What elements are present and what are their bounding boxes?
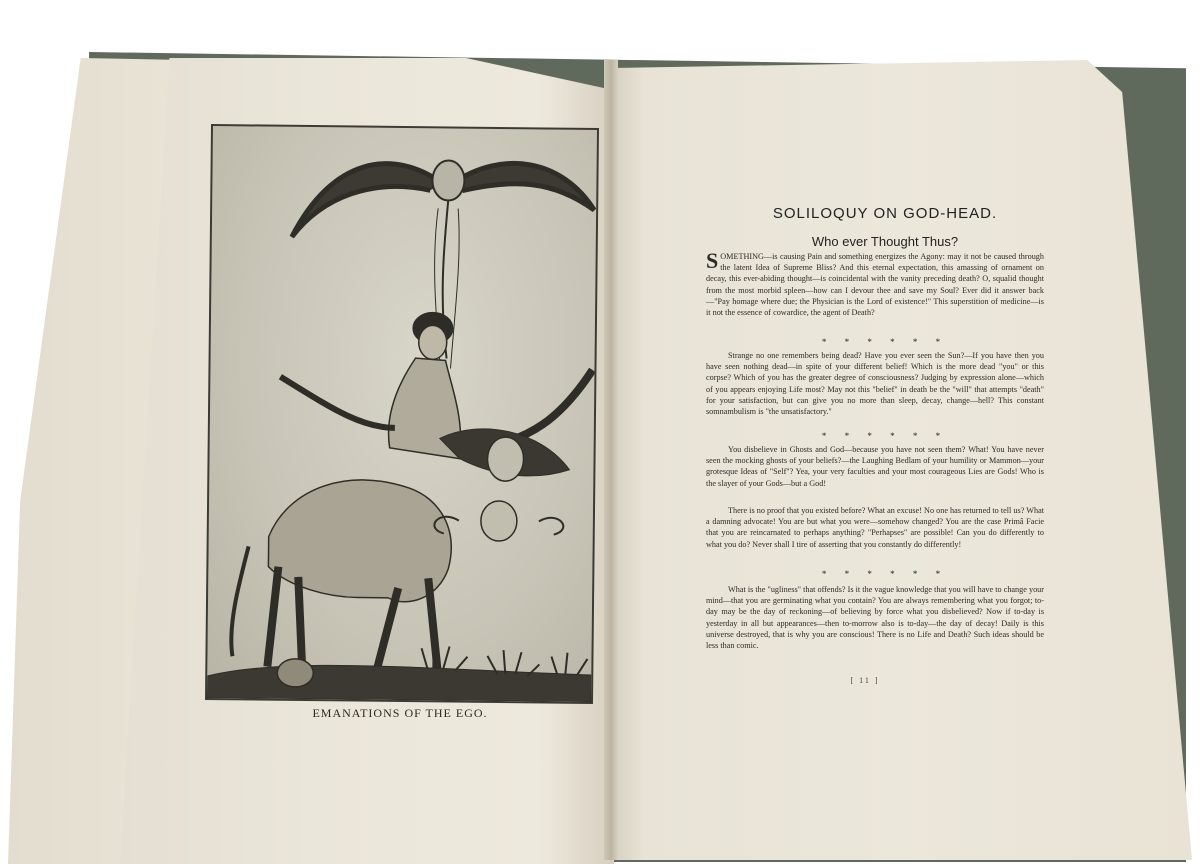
paragraph-2-text: Strange no one remembers being dead? Have you ever seen the Sun?—If you have then you have seen nothing dead—in spite of your different belief! Which is the more dead "you" or this corpse? Which of you has the greater degree of consciousness? Judging by expression alone—which of you appears enjoying Life most? May not this "belief" in death be the "will" that attempts "death" for your satisfaction, but can give you no more than sleep, decay, change—hell? This constant somnambulism is "the unsatisfactory." <box>706 351 1044 417</box>
paragraph-1 <box>706 248 1044 318</box>
paragraph-3 <box>706 444 1044 489</box>
book-gutter <box>604 60 618 860</box>
ground-with-hands <box>207 642 592 702</box>
centaur-figure <box>231 310 593 675</box>
section-divider-stars-3: * * * * * * <box>821 569 949 579</box>
page-number: [ 11 ] <box>850 676 880 685</box>
paragraph-1-text: OMETHING—is causing Pain and something energizes the Agony: may it not be caused through the latent Idea of Supreme Bliss? And this eternal expectation, this amassing of ornament on decay, this ever-abiding thought—is coincidental with the vanity preceding death? O, squalid thought from the most morbid spleen—how can I devour thee and save my Soul? Ever did it answer back—"Pay homage where due; the Physician is the Lord of existence!" This superstition of medicine—is it not the essence of cowardice, the agent of Death? <box>706 252 1044 318</box>
illustration-caption: EMANATIONS OF THE EGO. <box>312 706 488 720</box>
page-subtitle: Who ever Thought Thus? <box>811 234 959 249</box>
drop-cap-letter: S <box>706 248 719 273</box>
section-divider-stars-1: * * * * * * <box>821 337 949 347</box>
paragraph-2 <box>706 350 1044 417</box>
paragraph-5-text: What is the "ugliness" that offends? Is it the vague knowledge that you will have to change your mind—that you are germinating what you contain? You are always remembering what you forgot; to-day may be the day of reckoning—of believing by force what you disbelieved? Now if to-day is yesterday in all but appearances—then to-morrow also is to-day—the day of decay! Daily is this universe destroyed, that is why you are conscious! There is no Life and Death? Such ideas should be less than comic. <box>706 585 1044 651</box>
illustration-plate <box>205 124 599 704</box>
paragraph-3-text: You disbelieve in Ghosts and God—because you have not seen them? What! You have never seen the mocking ghosts of your beliefs?—the Laughing Bedlam of your humility or Mammon—your grotesque Ideas of "Self"? Yea, your very faculties and your most courageous Lies are Gods! Who is the slayer of your Gods—but a God! <box>706 445 1044 488</box>
paragraph-5 <box>706 584 1044 651</box>
paragraph-4-text: There is no proof that you existed before? What an excuse! No one has returned to tell us? What a damning advocate! You are but what you were—somehow changed? You are the case Primâ Facie that you are reincarnated to perhaps anything? "Perhapses" are possible! Can you do differently to what you do? Never shall I tire of asserting that you constantly do differently! <box>706 506 1044 549</box>
section-divider-stars-2: * * * * * * <box>821 431 949 441</box>
etching-illustration <box>207 126 597 702</box>
page-title: SOLILOQUY ON GOD-HEAD. <box>772 205 998 222</box>
paragraph-4 <box>706 505 1044 550</box>
